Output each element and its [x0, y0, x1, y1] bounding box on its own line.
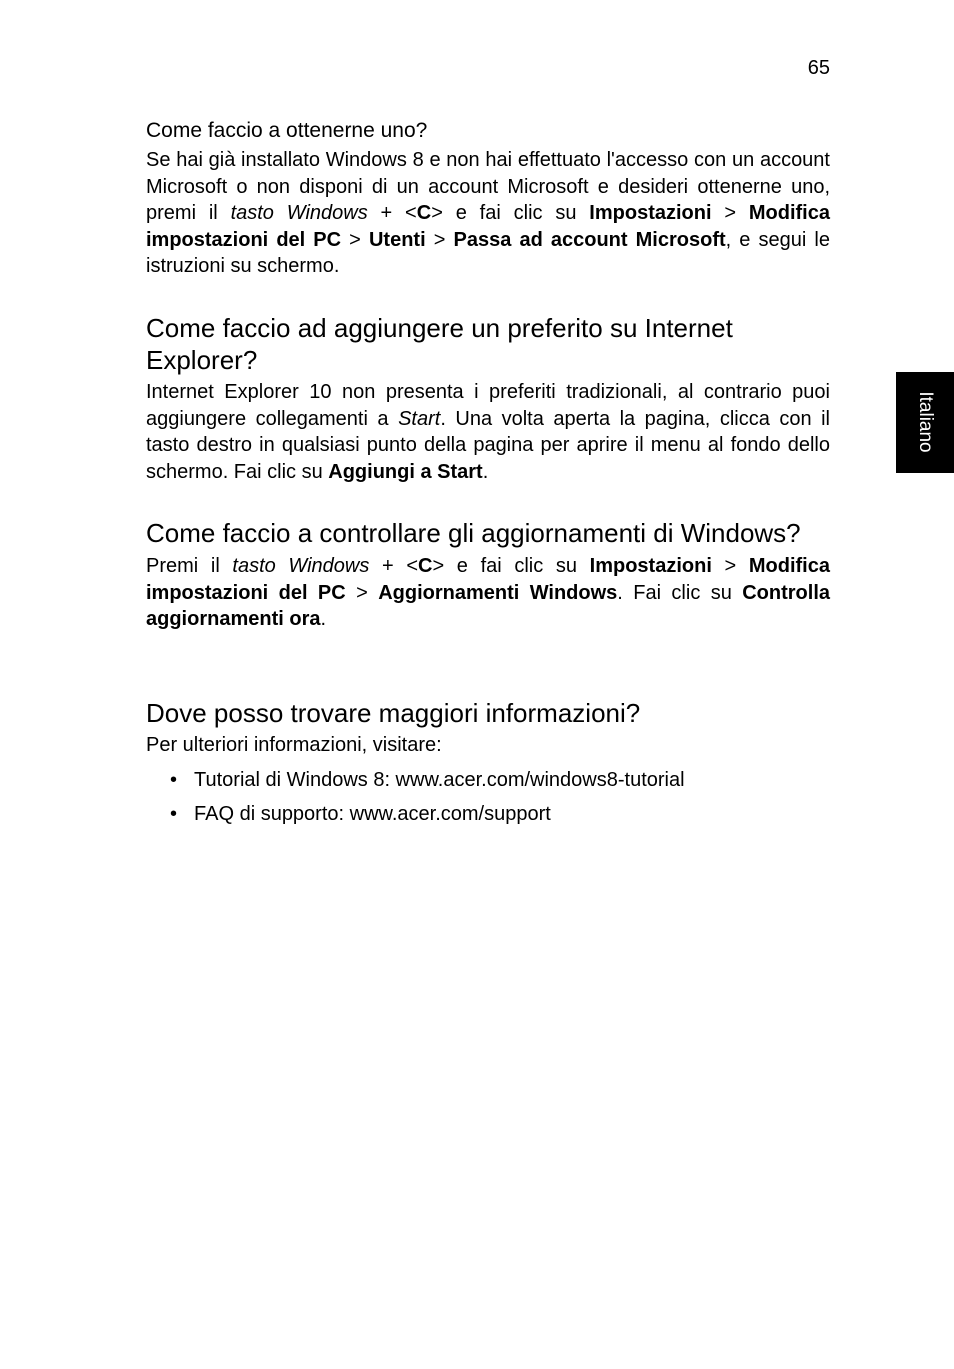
section-intro: Per ulteriori informazioni, visitare: — [146, 734, 442, 756]
section-get-account — [146, 118, 830, 280]
section-heading: Come faccio ad aggiungere un preferito su Internet Explorer? — [146, 313, 733, 375]
language-side-tab-label: Italiano — [915, 391, 936, 453]
info-link-list — [146, 767, 830, 827]
section-paragraph: Internet Explorer 10 non presenta i preferiti tradizionali, al contrario puoi aggiungere collegamenti a Start. Una volta aperta la pagina, clicca con il tasto destro in qualsiasi punto della pagina per aprire il menu al fondo dello schermo. Fai clic su Aggiungi a Start. — [146, 381, 830, 483]
language-side-tab — [896, 372, 954, 473]
section-heading: Dove posso trovare maggiori informazioni? — [146, 698, 641, 728]
section-check-updates — [146, 517, 830, 633]
section-more-info — [146, 697, 830, 827]
section-heading: Come faccio a ottenerne uno? — [146, 119, 428, 142]
section-paragraph: Premi il tasto Windows + <C> e fai clic su Impostazioni > Modifica impostazioni del PC > Aggiornamenti Windows. Fai clic su Controlla aggiornamenti ora. — [146, 555, 831, 630]
section-paragraph: Se hai già installato Windows 8 e non hai effettuato l'accesso con un account Microsoft o non disponi di un account Microsoft e desideri ottenerne uno, premi il tasto Windows + <C> e fai clic su Impostazioni > Modifica impostazioni del PC > Utenti > Passa ad account Microsoft, e segui le istruzioni su schermo. — [146, 149, 830, 277]
bullet-icon: • — [170, 768, 178, 791]
section-add-favorite — [146, 312, 830, 485]
page-number: 65 — [807, 57, 830, 79]
list-item — [146, 801, 830, 827]
list-item — [146, 767, 830, 793]
bullet-icon: • — [170, 802, 178, 825]
list-item-text: Tutorial di Windows 8: www.acer.com/windows8-tutorial — [194, 768, 685, 791]
list-item-text: FAQ di supporto: www.acer.com/support — [194, 802, 551, 825]
section-heading: Come faccio a controllare gli aggiornamenti di Windows? — [146, 518, 801, 548]
